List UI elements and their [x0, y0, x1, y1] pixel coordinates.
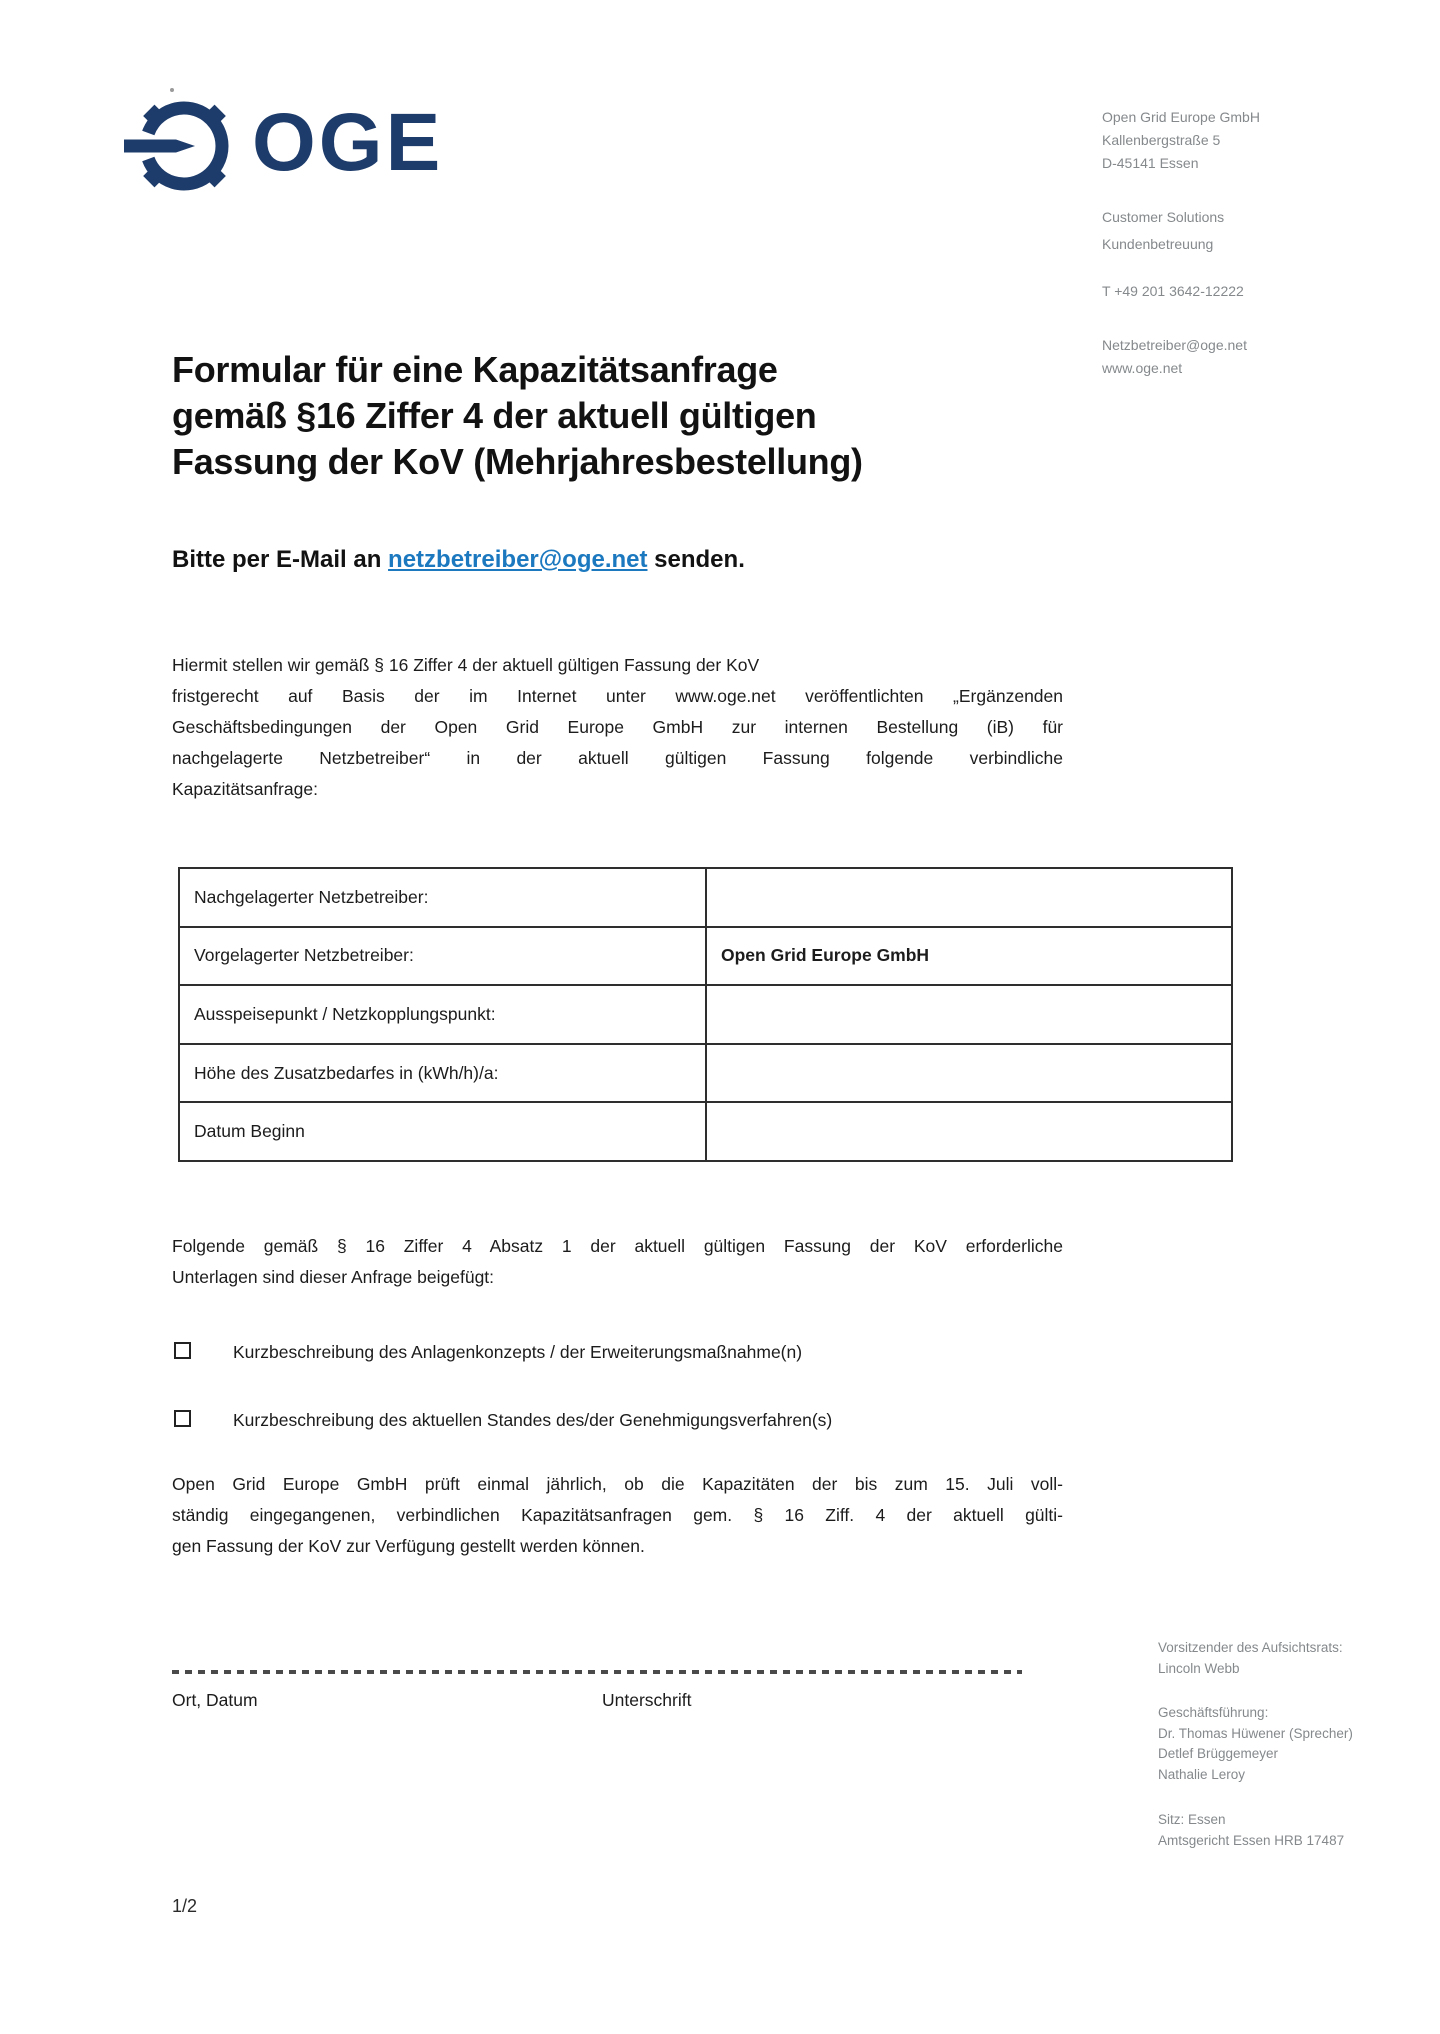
checkbox-genehmigungsverfahren[interactable]	[174, 1410, 191, 1427]
attachments-intro-line1: Folgende gemäß § 16 Ziffer 4 Absatz 1 der aktuell gültigen Fassung der KoV erforderliche	[172, 1236, 1063, 1256]
scan-artifact-dot	[170, 88, 174, 92]
note-line2: ständig eingegangenen, verbindlichen Kapazitätsanfragen gem. § 16 Ziff. 4 der aktuell gülti-	[172, 1505, 1063, 1525]
intro-paragraph	[172, 650, 1063, 805]
management-title: Geschäftsführung:	[1158, 1705, 1269, 1720]
mail-instruction	[172, 546, 1072, 574]
table-row	[180, 1101, 1231, 1160]
signature-label: Unterschrift	[602, 1690, 692, 1710]
document-title-line1: Formular für eine Kapazitätsanfrage	[172, 349, 778, 390]
attachment-item	[174, 1410, 1094, 1434]
manager-name: Detlef Brüggemeyer	[1158, 1746, 1279, 1761]
letterhead-block	[1102, 106, 1402, 380]
document-title	[172, 347, 1172, 485]
table-row	[180, 984, 1231, 1043]
letterhead-city: D-45141 Essen	[1102, 155, 1199, 171]
chairman-title: Vorsitzender des Aufsichtsrats:	[1158, 1640, 1343, 1655]
corporate-info-block	[1158, 1638, 1438, 1851]
manager-name: Dr. Thomas Hüwener (Sprecher)	[1158, 1725, 1353, 1741]
checkbox-label: Kurzbeschreibung des aktuellen Standes des/der Genehmigungsverfahren(s)	[233, 1410, 833, 1430]
table-row-value-field[interactable]	[707, 1045, 1231, 1102]
intro-line1: Hiermit stellen wir gemäß § 16 Ziffer 4 der aktuell gültigen Fassung der KoV	[172, 655, 760, 675]
table-row	[180, 926, 1231, 985]
letterhead-web-link[interactable]: www.oge.net	[1102, 360, 1183, 376]
intro-line4: nachgelagerte Netzbetreiber“ in der aktuell gültigen Fassung folgende verbindliche	[172, 748, 1063, 768]
table-row	[180, 869, 1231, 926]
table-row-value-field[interactable]	[707, 869, 1231, 926]
attachment-item	[174, 1342, 1094, 1366]
attachments-intro-line2: Unterlagen sind dieser Anfrage beigefügt:	[172, 1267, 495, 1287]
document-title-line3: Fassung der KoV (Mehrjahresbestellung)	[172, 441, 863, 482]
checkbox-anlagenkonzept[interactable]	[174, 1342, 191, 1359]
intro-line2: fristgerecht auf Basis der im Internet unter www.oge.net veröffentlichten „Ergänzenden	[172, 686, 1063, 706]
company-register: Amtsgericht Essen HRB 17487	[1158, 1832, 1345, 1848]
intro-line3: Geschäftsbedingungen der Open Grid Europe GmbH zur internen Bestellung (iB) für	[172, 717, 1063, 737]
capacity-request-table	[178, 867, 1233, 1162]
signature-dashed-line	[172, 1670, 1022, 1674]
table-row-value-field[interactable]	[707, 986, 1231, 1043]
letterhead-email-link[interactable]: Netzbetreiber@oge.net	[1102, 337, 1247, 353]
note-line3: gen Fassung der KoV zur Verfügung gestellt werden können.	[172, 1536, 645, 1556]
oge-logo-text: OGE	[252, 97, 444, 188]
intro-line5: Kapazitätsanfrage:	[172, 779, 318, 799]
checkbox-label: Kurzbeschreibung des Anlagenkonzepts / der Erweiterungsmaßnahme(n)	[233, 1342, 803, 1362]
mail-instruction-suffix: senden.	[647, 546, 745, 573]
page-number: 1/2	[172, 1896, 198, 1916]
note-paragraph	[172, 1469, 1063, 1562]
table-row-label: Höhe des Zusatzbedarfes in (kWh/h)/a:	[180, 1045, 707, 1102]
letterhead-phone: T +49 201 3642-12222	[1102, 283, 1244, 299]
letterhead-company: Open Grid Europe GmbH	[1102, 109, 1260, 125]
letterhead-street: Kallenbergstraße 5	[1102, 132, 1221, 148]
table-row-label: Ausspeisepunkt / Netzkopplungspunkt:	[180, 986, 707, 1043]
table-row-label: Vorgelagerter Netzbetreiber:	[180, 928, 707, 985]
letterhead-dept2: Kundenbetreuung	[1102, 236, 1214, 252]
table-row-value-field[interactable]	[707, 1103, 1231, 1160]
table-row	[180, 1043, 1231, 1102]
table-row-label: Nachgelagerter Netzbetreiber:	[180, 869, 707, 926]
mail-instruction-prefix: Bitte per E-Mail an	[172, 546, 389, 573]
signature-place-date-label: Ort, Datum	[172, 1690, 258, 1710]
document-title-line2: gemäß §16 Ziffer 4 der aktuell gültigen	[172, 395, 817, 436]
manager-name: Nathalie Leroy	[1158, 1766, 1246, 1782]
mail-instruction-email-link[interactable]: netzbetreiber@oge.net	[388, 546, 648, 573]
table-row-label: Datum Beginn	[180, 1103, 707, 1160]
note-line1: Open Grid Europe GmbH prüft einmal jährlich, ob die Kapazitäten der bis zum 15. Juli voll-	[172, 1474, 1063, 1494]
letterhead-dept1: Customer Solutions	[1102, 209, 1225, 225]
oge-logo-icon	[118, 96, 250, 198]
table-row-value-field: Open Grid Europe GmbH	[721, 945, 930, 966]
chairman-name: Lincoln Webb	[1158, 1660, 1240, 1676]
company-seat: Sitz: Essen	[1158, 1812, 1226, 1827]
attachments-intro	[172, 1231, 1063, 1293]
